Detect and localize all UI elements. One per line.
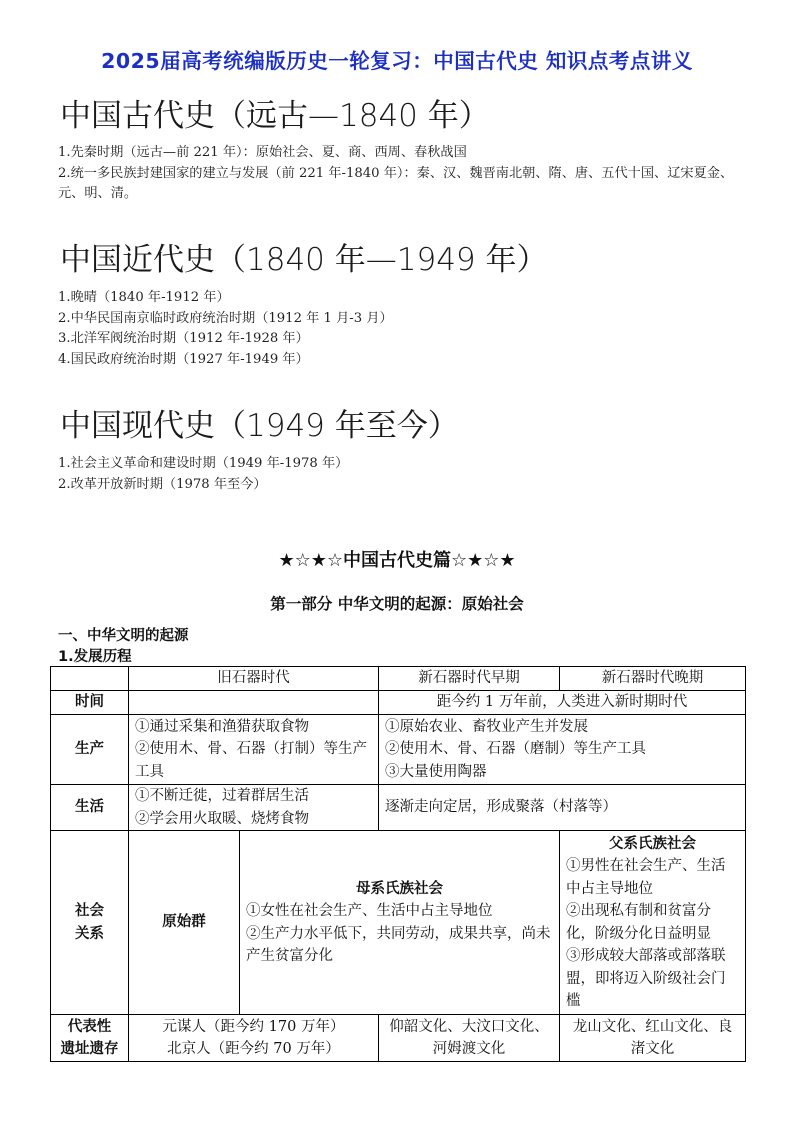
cell-line: ①女性在社会生产、生活中占主导地位 bbox=[246, 903, 493, 919]
table-cell bbox=[240, 831, 560, 1015]
cell-line: ①男性在社会生产、生活中占主导地位 bbox=[566, 858, 726, 897]
row-label: 生活 bbox=[51, 785, 129, 831]
list-item: 2.统一多民族封建国家的建立与发展（前 221 年-1840 年）：秦、汉、魏晋南北朝、隋、唐、五代十国、辽宋夏金、元、明、清。 bbox=[58, 165, 734, 201]
civilization-origin-table bbox=[50, 666, 746, 1062]
table-row-production bbox=[51, 715, 746, 785]
row-label-line: 关系 bbox=[75, 924, 104, 942]
cell-line: ①通过采集和渔猎获取食物 bbox=[135, 718, 309, 735]
table-cell bbox=[129, 1015, 379, 1062]
table-cell: 龙山文化、红山文化、良渚文化 bbox=[560, 1015, 746, 1062]
part-heading: 第一部分 中华文明的起源：原始社会 bbox=[270, 595, 524, 613]
list-item: 2.改革开放新时期（1978 年至今） bbox=[58, 476, 267, 492]
list-item: 1.晚晴（1840 年-1912 年） bbox=[58, 290, 230, 305]
cell-line: ②出现私有制和贫富分化，阶级分化日益明显 bbox=[566, 903, 711, 942]
section-title-contemporary: 中国现代史（1949 年至今） bbox=[60, 408, 459, 444]
section-heading: 一、中华文明的起源 bbox=[58, 628, 189, 644]
table-cell: 原始群 bbox=[129, 831, 240, 1015]
row-label bbox=[51, 1015, 129, 1062]
contemporary-period-list bbox=[58, 454, 748, 495]
cell-line: ③大量使用陶器 bbox=[385, 763, 487, 780]
table-header-cell bbox=[51, 667, 129, 691]
cell-line: ①原始农业、畜牧业产生并发展 bbox=[385, 718, 588, 735]
cell-title: 父系氏族社会 bbox=[609, 834, 696, 852]
row-label: 生产 bbox=[51, 715, 129, 785]
cell-title: 母系氏族社会 bbox=[356, 879, 443, 897]
cell-line: ②学会用火取暖、烧烤食物 bbox=[135, 810, 309, 827]
cell-line: ③形成较大部落或部落联盟，即将迈入阶级社会门槛 bbox=[566, 948, 726, 1009]
table-cell: 距今约 1 万年前，人类进入新时期时代 bbox=[379, 691, 746, 715]
ancient-period-list bbox=[58, 143, 748, 205]
table-row-sites bbox=[51, 1015, 746, 1062]
row-label bbox=[51, 831, 129, 1015]
list-item: 2.中华民国南京临时政府统治时期（1912 年 1 月-3 月） bbox=[58, 310, 393, 326]
cell-line: ②使用木、骨、石器（磨制）等生产工具 bbox=[385, 741, 646, 758]
cell-line: ②生产力水平低下，共同劳动，成果共享，尚未产生贫富分化 bbox=[246, 925, 551, 964]
table-cell: 仰韶文化、大汶口文化、河姆渡文化 bbox=[379, 1015, 560, 1062]
section-title-ancient: 中国古代史（远古—1840 年） bbox=[60, 98, 490, 134]
table-cell bbox=[129, 691, 379, 715]
sub-heading: 1.发展历程 bbox=[58, 649, 132, 665]
table-cell bbox=[560, 831, 746, 1015]
list-item: 4.国民政府统治时期（1927 年-1949 年） bbox=[58, 351, 309, 367]
table-cell bbox=[129, 715, 379, 785]
table-row-time bbox=[51, 691, 746, 715]
table-header-cell: 旧石器时代 bbox=[129, 667, 379, 691]
cell-line: 北京人（距今约 70 万年） bbox=[167, 1041, 340, 1057]
document-title: 2025届高考统编版历史一轮复习：中国古代史 知识点考点讲义 bbox=[101, 49, 693, 73]
list-item: 1.先秦时期（远古—前 221 年）：原始社会、夏、商、西周、春秋战国 bbox=[58, 145, 467, 160]
row-label-line: 遗址遗存 bbox=[60, 1040, 119, 1057]
table-header-row bbox=[51, 667, 746, 691]
chapter-heading: ★☆★☆中国古代史篇☆★☆★ bbox=[278, 550, 516, 571]
table-cell: 逐渐走向定居，形成聚落（村落等） bbox=[379, 785, 746, 831]
cell-line: ②使用木、骨、石器（打制）等生产工具 bbox=[135, 741, 367, 780]
table-cell bbox=[379, 715, 746, 785]
row-label-line: 社会 bbox=[75, 902, 104, 919]
table-header-cell: 新石器时代早期 bbox=[379, 667, 560, 691]
list-item: 3.北洋军阀统治时期（1912 年-1928 年） bbox=[58, 331, 309, 346]
table-row-society bbox=[51, 831, 746, 1015]
table-header-cell: 新石器时代晚期 bbox=[560, 667, 746, 691]
list-item: 1.社会主义革命和建设时期（1949 年-1978 年） bbox=[58, 456, 349, 471]
cell-line: ①不断迁徙，过着群居生活 bbox=[135, 788, 309, 804]
row-label: 时间 bbox=[51, 691, 129, 715]
row-label-line: 代表性 bbox=[67, 1017, 112, 1035]
table-cell bbox=[129, 785, 379, 831]
modern-period-list bbox=[58, 288, 748, 370]
cell-line: 元谋人（距今约 170 万年） bbox=[162, 1018, 345, 1035]
section-title-modern: 中国近代史（1840 年—1949 年） bbox=[60, 242, 548, 278]
table-row-life bbox=[51, 785, 746, 831]
